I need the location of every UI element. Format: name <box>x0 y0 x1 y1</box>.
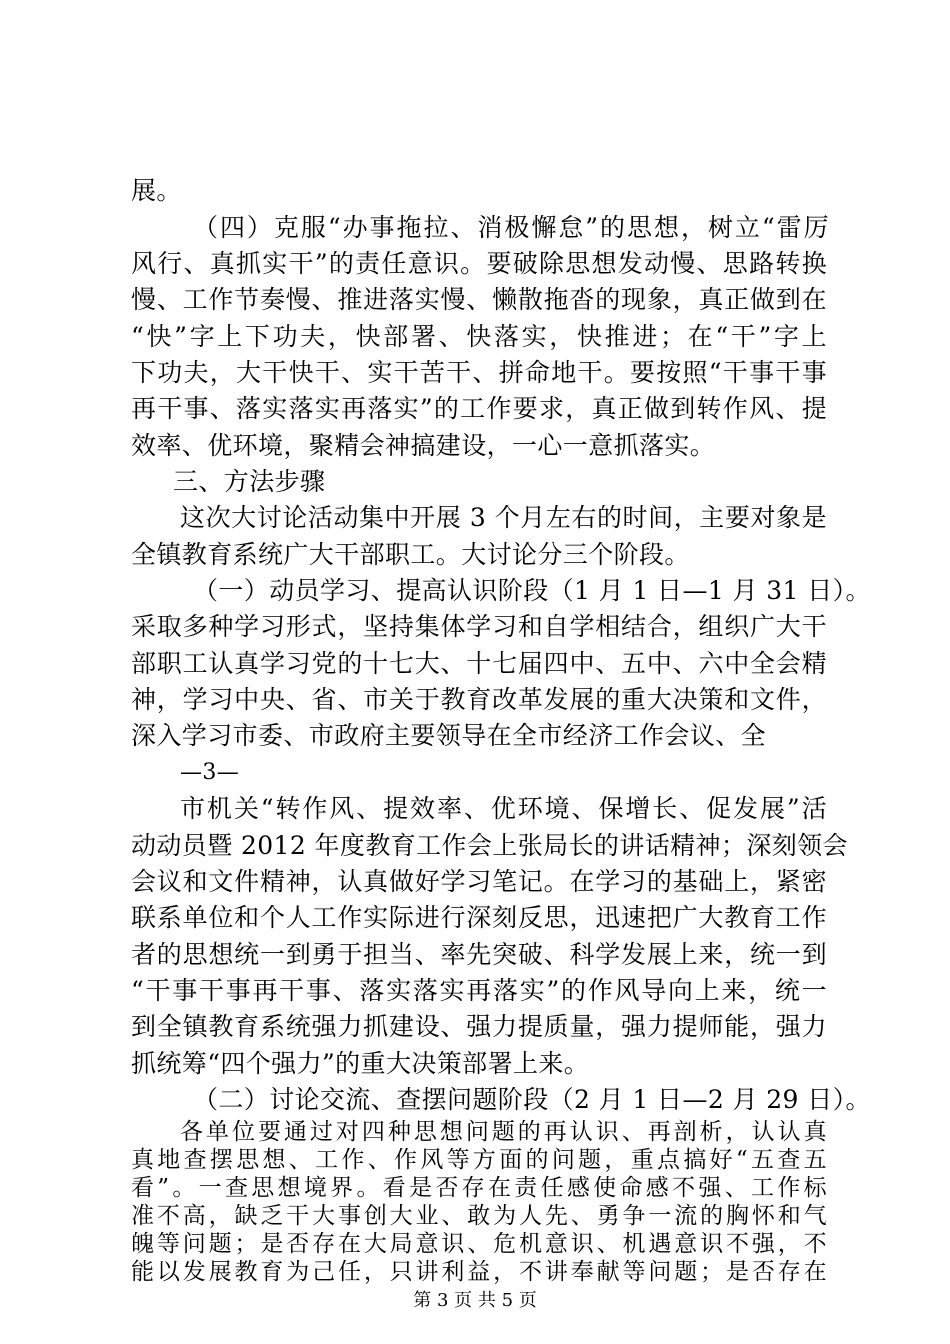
text-line: 展。 <box>131 176 182 205</box>
text-line: “快”字上下功夫，快部署、快落实，快推进；在“干”字上 <box>131 322 827 351</box>
page-footer: 第 3 页 共 5 页 <box>413 1290 537 1311</box>
text-line: 联系单位和个人工作实际进行深刻反思，迅速把广大教育工作 <box>131 903 827 932</box>
text-line: 这次大讨论活动集中开展 3 个月左右的时间，主要对象是 <box>180 503 827 532</box>
text-line: 下功夫，大干快干、实干苦干、拼命地干。要按照“干事干事 <box>131 358 827 387</box>
text-line: 全镇教育系统广大干部职工。大讨论分三个阶段。 <box>131 540 690 569</box>
text-line: 风行、真抓实干”的责任意识。要破除思想发动慢、思路转换 <box>131 249 827 278</box>
text-line: （一）动员学习、提高认识阶段（1 月 1 日—1 月 31 日）。 <box>193 576 871 605</box>
text-line: 魄等问题；是否存在大局意识、危机意识、机遇意识不强，不 <box>131 1231 827 1257</box>
text-line: 深入学习市委、市政府主要领导在全市经济工作会议、全 <box>131 721 767 750</box>
text-line: 慢、工作节奏慢、推进落实慢、懒散拖沓的现象，真正做到在 <box>131 285 827 314</box>
page-separator: —3— <box>180 760 240 785</box>
text-line: （四）克服“办事拖拉、消极懈怠”的思想，树立“雷厉 <box>193 213 829 242</box>
text-line: 动动员暨 2012 年度教育工作会上张局长的讲话精神；深刻领会 <box>131 831 848 860</box>
text-line: 会议和文件精神，认真做好学习笔记。在学习的基础上，紧密 <box>131 867 827 896</box>
text-line: 准不高，缺乏干大事创大业、敢为人先、勇争一流的胸怀和气 <box>131 1203 827 1229</box>
text-line: 者的思想统一到勇于担当、率先突破、科学发展上来，统一到 <box>131 940 827 969</box>
text-line: 神，学习中央、省、市关于教育改革发展的重大决策和文件， <box>131 685 827 714</box>
section-heading: 三、方法步骤 <box>173 467 326 496</box>
section-subheading: （二）讨论交流、查摆问题阶段（2 月 1 日—2 月 29 日）。 <box>193 1085 871 1114</box>
text-line: 采取多种学习形式，坚持集体学习和自学相结合，组织广大干 <box>131 612 827 641</box>
text-line: 效率、优环境，聚精会神搞建设，一心一意抓落实。 <box>131 431 716 460</box>
text-line: 真地查摆思想、工作、作风等方面的问题，重点搞好“五查五 <box>131 1147 827 1173</box>
text-line: 市机关“转作风、提效率、优环境、保增长、促发展”活 <box>180 794 827 823</box>
text-line: “干事干事再干事、落实落实再落实”的作风导向上来，统一 <box>131 976 827 1005</box>
text-line: 各单位要通过对四种思想问题的再认识、再剖析，认认真 <box>180 1119 827 1145</box>
text-line: 部职工认真学习党的十七大、十七届四中、五中、六中全会精 <box>131 649 827 678</box>
text-line: 抓统筹“四个强力”的重大决策部署上来。 <box>131 1049 590 1078</box>
text-line: 能以发展教育为己任，只讲利益，不讲奉献等问题；是否存在 <box>131 1259 827 1285</box>
text-line: 再干事、落实落实再落实”的工作要求，真正做到转作风、提 <box>131 394 827 423</box>
text-line: 看”。一查思想境界。看是否存在责任感使命感不强、工作标 <box>131 1175 827 1201</box>
text-line: 到全镇教育系统强力抓建设、强力提质量，强力提师能，强力 <box>131 1012 827 1041</box>
